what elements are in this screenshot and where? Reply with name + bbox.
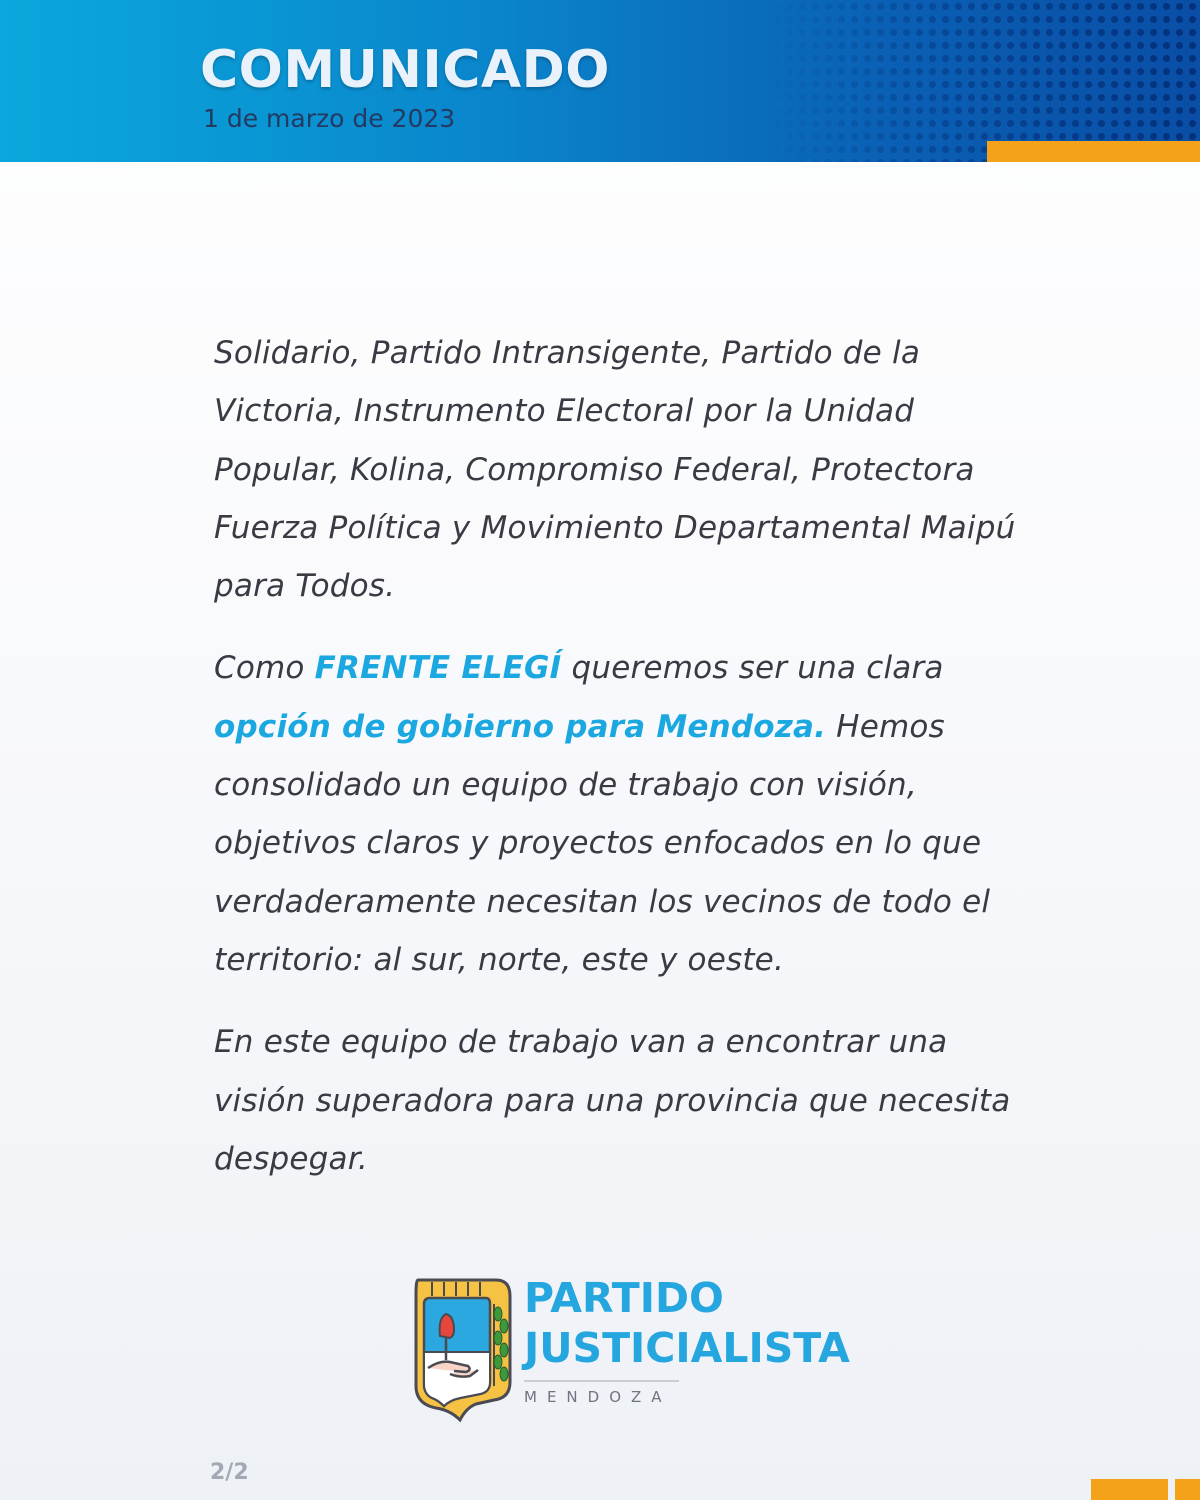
shield-emblem-icon [410, 1274, 514, 1422]
logo-line-justicialista: JUSTICIALISTA [524, 1324, 850, 1372]
footer-orange-bar [1091, 1479, 1168, 1500]
paragraph-2 [214, 639, 1044, 989]
highlight-frente-elegi: FRENTE ELEGÍ [314, 650, 562, 687]
page-title: COMUNICADO [200, 40, 610, 100]
page-number: 2/2 [210, 1460, 249, 1485]
statement-body [214, 324, 1044, 1212]
footer-orange-block [1175, 1479, 1200, 1500]
paragraph-2-text-c: Hemos consolidado un equipo de trabajo con visión, objetivos claros y proyectos enfocados en lo que verdaderamente necesitan los vecinos de todo el territorio: al sur, norte, este y oeste. [214, 708, 991, 978]
paragraph-3: En este equipo de trabajo van a encontrar una visión superadora para una provincia que necesita despegar. [214, 1024, 1011, 1177]
logo-divider [524, 1380, 679, 1382]
header-banner [0, 0, 1200, 162]
halftone-pattern [770, 0, 1200, 162]
paragraph-2-text-a: Como [214, 650, 315, 687]
party-logo [410, 1274, 850, 1424]
orange-stripe [987, 141, 1200, 162]
logo-line-mendoza: MENDOZA [524, 1388, 672, 1406]
paragraph-2-text-b: queremos ser una clara [561, 650, 944, 687]
paragraph-1: Solidario, Partido Intransigente, Partido de la Victoria, Instrumento Electoral por la Unidad Popular, Kolina, Compromiso Federal, Protectora Fuerza Política y Movimiento Departamental Maipú para Todos. [214, 335, 1016, 605]
logo-line-partido: PARTIDO [524, 1274, 724, 1322]
highlight-opcion-gobierno: opción de gobierno para Mendoza. [214, 708, 827, 745]
date-label: 1 de marzo de 2023 [203, 104, 456, 133]
